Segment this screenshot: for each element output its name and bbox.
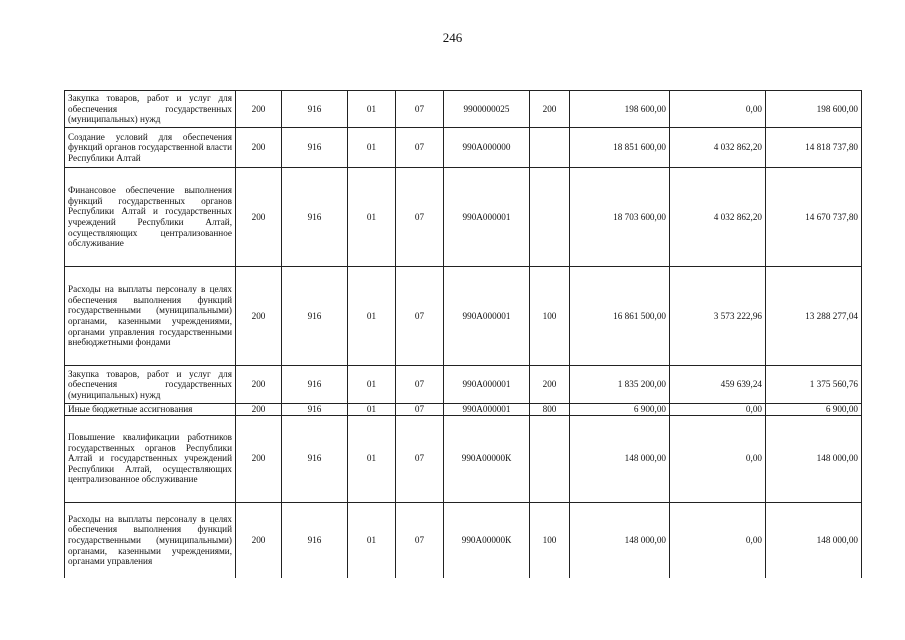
executed-amount-cell: 4 032 862,20 [670,168,766,267]
row-description: Закупка товаров, работ и услуг для обеспечения государственных (муниципальных) нужд [65,366,236,404]
executed-amount-cell: 0,00 [670,502,766,578]
table-body [65,91,862,579]
code-cell: 200 [236,168,282,267]
planned-amount-cell: 16 861 500,00 [570,267,670,366]
row-description: Иные бюджетные ассигнования [65,404,236,416]
subsection-code-cell: 07 [396,91,444,128]
code-cell: 200 [236,267,282,366]
ministry-code-cell: 916 [282,91,348,128]
executed-amount-cell: 0,00 [670,91,766,128]
remaining-amount-cell: 13 288 277,04 [766,267,862,366]
planned-amount-cell: 18 851 600,00 [570,128,670,168]
planned-amount-cell: 148 000,00 [570,415,670,502]
row-description: Повышение квалификации работников государственных органов Республики Алтай и государственных учреждений Республики Алтай, осуществляющих централизованное обслуживание [65,415,236,502]
expense-type-cell [530,128,570,168]
remaining-amount-cell: 6 900,00 [766,404,862,416]
executed-amount-cell: 3 573 222,96 [670,267,766,366]
table-row [65,415,862,502]
executed-amount-cell: 0,00 [670,415,766,502]
subsection-code-cell: 07 [396,267,444,366]
target-article-cell: 990А000001 [444,366,530,404]
executed-amount-cell: 0,00 [670,404,766,416]
planned-amount-cell: 148 000,00 [570,502,670,578]
budget-table [64,90,862,578]
executed-amount-cell: 459 639,24 [670,366,766,404]
code-cell: 200 [236,128,282,168]
section-code-cell: 01 [348,267,396,366]
executed-amount-cell: 4 032 862,20 [670,128,766,168]
remaining-amount-cell: 1 375 560,76 [766,366,862,404]
expense-type-cell [530,415,570,502]
code-cell: 200 [236,404,282,416]
table-row [65,267,862,366]
target-article-cell: 990А00000К [444,415,530,502]
target-article-cell: 990А000001 [444,267,530,366]
table-row [65,404,862,416]
target-article-cell: 990А00000К [444,502,530,578]
table-row [65,128,862,168]
section-code-cell: 01 [348,366,396,404]
row-description: Создание условий для обеспечения функций органов государственной власти Республики Алтай [65,128,236,168]
target-article-cell: 9900000025 [444,91,530,128]
section-code-cell: 01 [348,415,396,502]
ministry-code-cell: 916 [282,128,348,168]
expense-type-cell: 800 [530,404,570,416]
row-description: Расходы на выплаты персоналу в целях обеспечения выполнения функций государственными (муниципальными) органами, казенными учреждениями, органами управления государственными внебюджетными фондами [65,267,236,366]
ministry-code-cell: 916 [282,404,348,416]
remaining-amount-cell: 14 818 737,80 [766,128,862,168]
row-description: Закупка товаров, работ и услуг для обеспечения государственных (муниципальных) нужд [65,91,236,128]
remaining-amount-cell: 198 600,00 [766,91,862,128]
ministry-code-cell: 916 [282,366,348,404]
target-article-cell: 990А000000 [444,128,530,168]
section-code-cell: 01 [348,128,396,168]
section-code-cell: 01 [348,502,396,578]
table-row [65,168,862,267]
ministry-code-cell: 916 [282,415,348,502]
ministry-code-cell: 916 [282,502,348,578]
code-cell: 200 [236,91,282,128]
section-code-cell: 01 [348,168,396,267]
remaining-amount-cell: 14 670 737,80 [766,168,862,267]
code-cell: 200 [236,366,282,404]
table-row [65,91,862,128]
section-code-cell: 01 [348,404,396,416]
subsection-code-cell: 07 [396,415,444,502]
expense-type-cell: 100 [530,502,570,578]
remaining-amount-cell: 148 000,00 [766,502,862,578]
planned-amount-cell: 198 600,00 [570,91,670,128]
subsection-code-cell: 07 [396,502,444,578]
planned-amount-cell: 6 900,00 [570,404,670,416]
subsection-code-cell: 07 [396,128,444,168]
ministry-code-cell: 916 [282,267,348,366]
remaining-amount-cell: 148 000,00 [766,415,862,502]
section-code-cell: 01 [348,91,396,128]
code-cell: 200 [236,502,282,578]
expense-type-cell: 200 [530,91,570,128]
subsection-code-cell: 07 [396,366,444,404]
table-row [65,502,862,578]
target-article-cell: 990А000001 [444,404,530,416]
table-row [65,366,862,404]
expense-type-cell: 100 [530,267,570,366]
page-number: 246 [442,30,463,45]
ministry-code-cell: 916 [282,168,348,267]
row-description: Финансовое обеспечение выполнения функций государственных органов Республики Алтай и государственных учреждений Республики Алтай, осуществляющих централизованное обслуживание [65,168,236,267]
subsection-code-cell: 07 [396,404,444,416]
row-description: Расходы на выплаты персоналу в целях обеспечения выполнения функций государственными (муниципальными) органами, казенными учреждениями, органами управления [65,502,236,578]
code-cell: 200 [236,415,282,502]
planned-amount-cell: 18 703 600,00 [570,168,670,267]
subsection-code-cell: 07 [396,168,444,267]
planned-amount-cell: 1 835 200,00 [570,366,670,404]
expense-type-cell: 200 [530,366,570,404]
target-article-cell: 990А000001 [444,168,530,267]
expense-type-cell [530,168,570,267]
